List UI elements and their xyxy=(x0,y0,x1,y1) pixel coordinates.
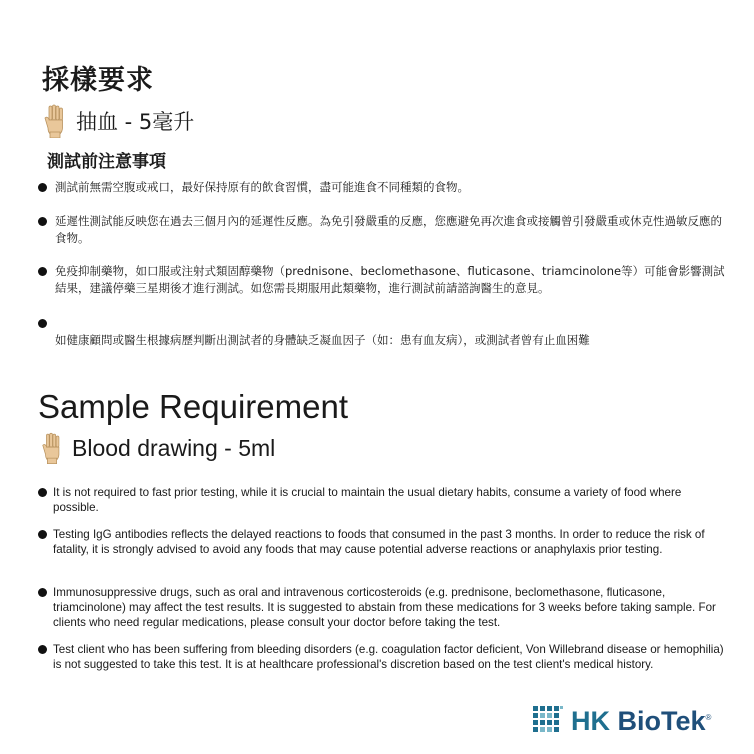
logo-hk-text: HK xyxy=(571,705,610,736)
en-bullet-text: It is not required to fast prior testing, while it is crucial to maintain the usual dietary habits, consume a variety of food where possible. xyxy=(53,486,682,514)
logo-biotek-text: BioTek xyxy=(617,705,706,736)
zh-blood-drawing-text: 抽血 - 5毫升 xyxy=(76,110,195,134)
zh-bullet-item xyxy=(38,263,728,297)
zh-blood-drawing-item xyxy=(42,104,194,138)
en-blood-drawing-item xyxy=(40,432,275,464)
hand-raised-icon xyxy=(42,104,68,138)
zh-bullet-text: 測試前無需空腹或戒口，最好保持原有的飲食習慣，盡可能進食不同種類的食物。 xyxy=(55,180,469,194)
en-title: Sample Requirement xyxy=(38,388,348,425)
en-bullet-item xyxy=(38,585,728,630)
en-bullet-item xyxy=(38,485,728,515)
en-bullet-text: Test client who has been suffering from bleeding disorders (e.g. coagulation factor deficient, Von Willebrand disease or hemophilia) is not suggested to take this test. It is at healthcare professional's discretion based on the test client's medical history. xyxy=(53,643,724,671)
zh-bullet-item xyxy=(38,213,728,247)
dot-grid-logo-icon xyxy=(531,704,565,738)
bullet-dot-icon xyxy=(38,267,47,276)
zh-bullet-item xyxy=(38,315,728,349)
en-bullet-item xyxy=(38,527,728,557)
zh-pretest-notes-heading: 測試前注意事項 xyxy=(47,152,166,172)
bullet-dot-icon xyxy=(38,588,47,597)
logo-registered-mark: ® xyxy=(705,712,712,722)
zh-title: 採樣要求 xyxy=(42,65,154,96)
bullet-dot-icon xyxy=(38,645,47,654)
hk-biotek-logo xyxy=(531,704,711,738)
zh-bullet-text: 免疫抑制藥物，如口服或注射式類固醇藥物（prednisone、beclomethasone、fluticasone、triamcinolone等）可能會影響測試結果，建議停藥三星期後才進行測試。如您需長期服用此類藥物，進行測試前請諮詢醫生的意見。 xyxy=(55,264,725,295)
bullet-dot-icon xyxy=(38,183,47,192)
hand-raised-icon xyxy=(40,432,64,464)
bullet-dot-icon xyxy=(38,319,47,328)
zh-bullet-text: 延遲性測試能反映您在過去三個月內的延遲性反應。為免引發嚴重的反應，您應避免再次進食或接觸曾引發嚴重或休克性過敏反應的食物。 xyxy=(55,214,722,245)
en-bullet-item xyxy=(38,642,728,672)
zh-bullet-text: 如健康顧問或醫生根據病歷判斷出測試者的身體缺乏凝血因子（如：患有血友病），或測試者曾有止血困難 xyxy=(55,333,590,347)
en-blood-drawing-text: Blood drawing - 5ml xyxy=(72,434,276,461)
bullet-dot-icon xyxy=(38,530,47,539)
zh-bullet-item xyxy=(38,179,728,196)
bullet-dot-icon xyxy=(38,488,47,497)
bullet-dot-icon xyxy=(38,217,47,226)
en-bullet-text: Testing IgG antibodies reflects the delayed reactions to foods that consumed in the past 3 months. In order to reduce the risk of fatality, it is strongly advised to avoid any foods that may cause potential adverse reactions or anaphylaxis prior testing. xyxy=(53,528,705,556)
en-bullet-text: Immunosuppressive drugs, such as oral and intravenous corticosteroids (e.g. prednisone, beclomethasone, fluticasone, triamcinolone) may affect the test results. It is suggested to abstain from these medications for 3 weeks before taking sample. For clients who need regular medications, please consult your doctor before taking the test. xyxy=(53,586,716,629)
